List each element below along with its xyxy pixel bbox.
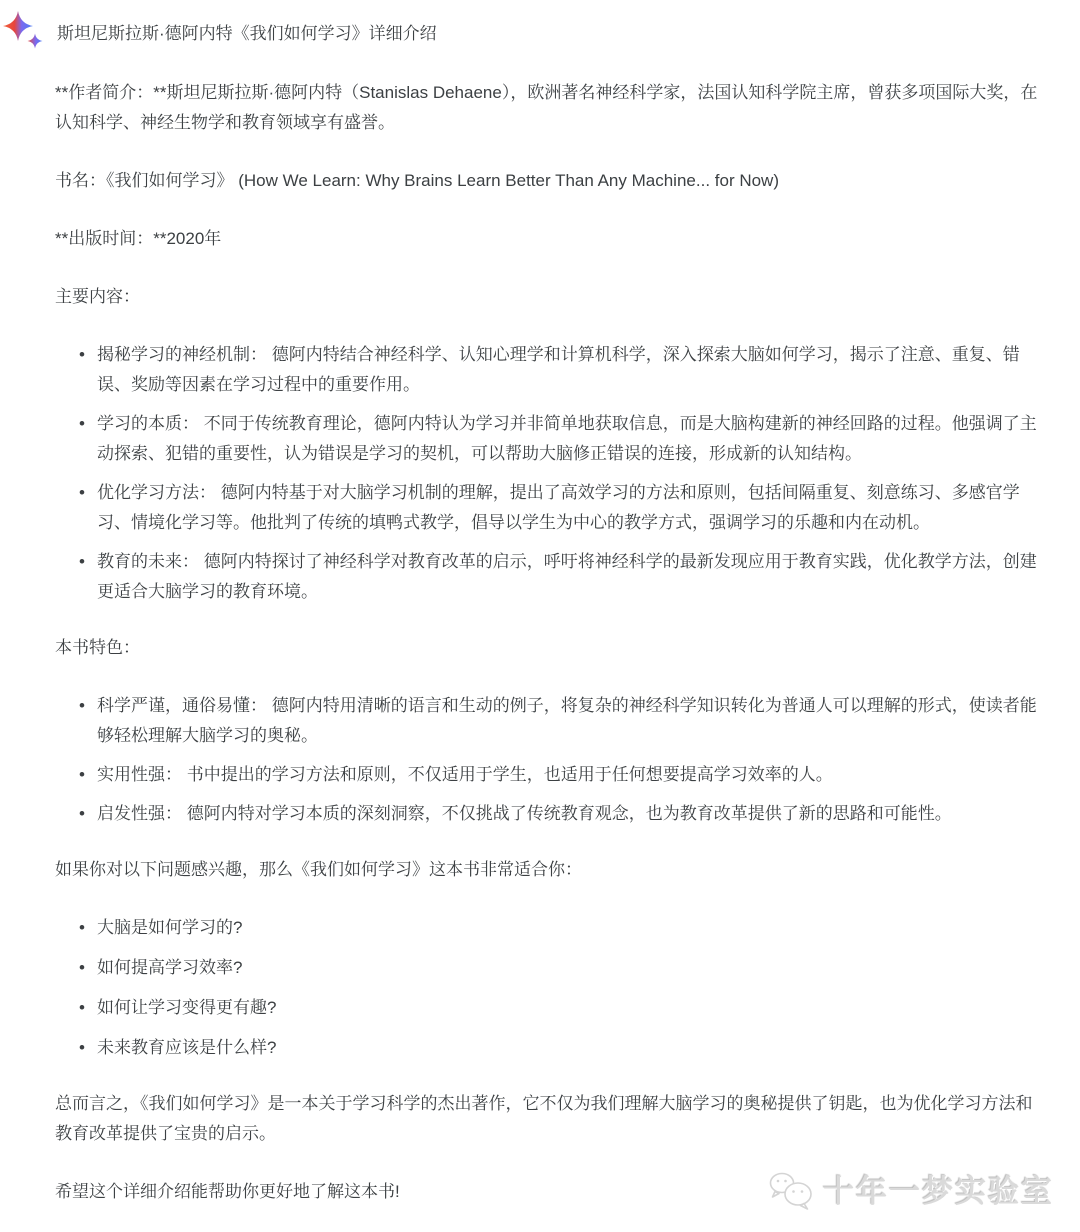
list-item: • 学习的本质： 不同于传统教育理论，德阿内特认为学习并非简单地获取信息，而是大脑构建新的神经回路的过程。他强调了主动探索、犯错的重要性，认为错误是学习的契机，可以帮助大脑修正错误的连接，形成新的认知结构。 (97, 409, 1047, 469)
main-points-list (55, 340, 1047, 607)
list-item: • 如何让学习变得更有趣? (97, 993, 1047, 1023)
questions-intro: 如果你对以下问题感兴趣，那么《我们如何学习》这本书非常适合你： (55, 860, 582, 879)
summary-paragraph: 总而言之，《我们如何学习》是一本关于学习科学的杰出著作，它不仅为我们理解大脑学习的奥秘提供了钥匙，也为优化学习方法和教育改革提供了宝贵的启示。 (55, 1094, 1033, 1143)
features-heading: 本书特色： (55, 638, 140, 657)
list-item: • 优化学习方法： 德阿内特基于对大脑学习机制的理解，提出了高效学习的方法和原则，包括间隔重复、刻意练习、多感官学习、情境化学习等。他批判了传统的填鸭式教学，倡导以学生为中心的教学方式，强调学习的乐趣和内在动机。 (97, 478, 1047, 538)
book-title-line: 书名：《我们如何学习》 (How We Learn: Why Brains Learn Better Than Any Machine... for Now) (55, 171, 779, 190)
gemini-sparkle-icon (2, 8, 46, 52)
list-item: • 实用性强： 书中提出的学习方法和原则，不仅适用于学生，也适用于任何想要提高学习效率的人。 (97, 760, 1047, 790)
publish-date-line: **出版时间：**2020年 (55, 229, 222, 248)
watermark-text: 十年一梦实验室 (823, 1174, 1054, 1209)
response-header (2, 12, 1047, 52)
main-content-heading: 主要内容： (55, 287, 140, 306)
closing-paragraph: 希望这个详细介绍能帮助你更好地了解这本书! (55, 1182, 400, 1201)
page-title: 斯坦尼斯拉斯·德阿内特《我们如何学习》详细介绍 (57, 24, 437, 43)
list-item: • 如何提高学习效率? (97, 953, 1047, 983)
list-item: • 大脑是如何学习的? (97, 913, 1047, 943)
wechat-icon (769, 1172, 823, 1212)
list-item: • 启发性强： 德阿内特对学习本质的深刻洞察，不仅挑战了传统教育观念，也为教育改革提供了新的思路和可能性。 (97, 799, 1047, 829)
watermark (769, 1172, 1054, 1212)
list-item: • 教育的未来： 德阿内特探讨了神经科学对教育改革的启示，呼吁将神经科学的最新发现应用于教育实践，优化教学方法，创建更适合大脑学习的教育环境。 (97, 547, 1047, 607)
list-item: • 科学严谨，通俗易懂： 德阿内特用清晰的语言和生动的例子，将复杂的神经科学知识转化为普通人可以理解的形式，使读者能够轻松理解大脑学习的奥秘。 (97, 691, 1047, 751)
questions-list (55, 913, 1047, 1063)
list-item: • 未来教育应该是什么样? (97, 1033, 1047, 1063)
features-list (55, 691, 1047, 829)
list-item: • 揭秘学习的神经机制： 德阿内特结合神经科学、认知心理学和计算机科学，深入探索大脑如何学习，揭示了注意、重复、错误、奖励等因素在学习过程中的重要作用。 (97, 340, 1047, 400)
author-intro-paragraph: **作者简介：**斯坦尼斯拉斯·德阿内特（Stanislas Dehaene），欧洲著名神经科学家，法国认知科学院主席，曾获多项国际大奖，在认知科学、神经生物学和教育领域享有盛誉。 (55, 83, 1038, 132)
